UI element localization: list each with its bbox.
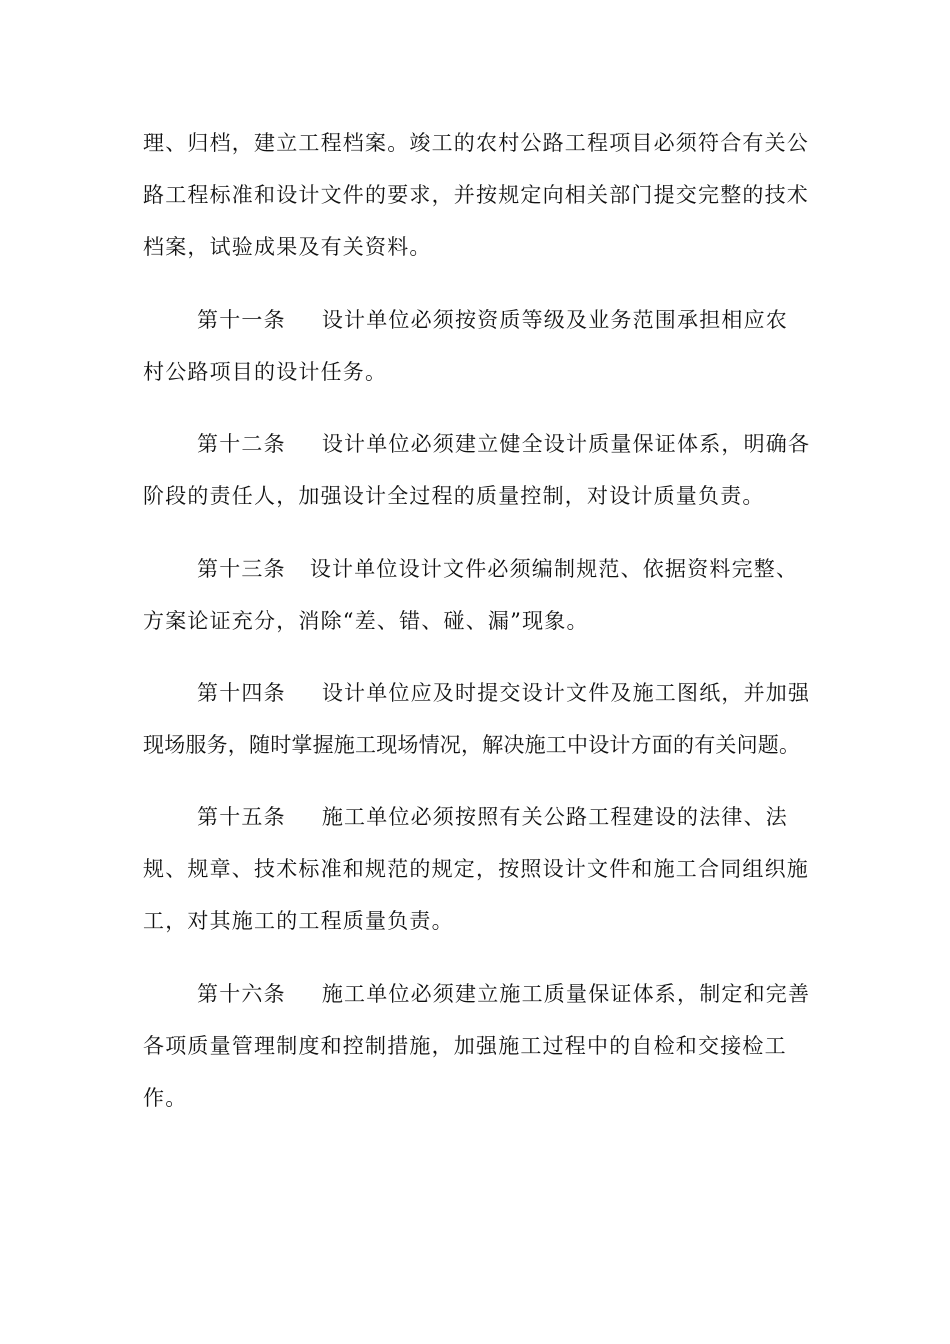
text-line: 作。 xyxy=(143,1086,188,1110)
article-number: 第十五条 xyxy=(197,805,286,829)
text-line: 阶段的责任人，加强设计全过程的质量控制，对设计质量负责。 xyxy=(143,484,765,508)
text-line: 规、规章、技术标准和规范的规定，按照设计文件和施工合同组织施 xyxy=(143,857,809,881)
text-line: 理、归档，建立工程档案。竣工的农村公路工程项目必须符合有关公 xyxy=(143,131,809,155)
text-line: 方案论证充分，消除“差、错、碰、漏”现象。 xyxy=(143,609,589,633)
text-line: 村公路项目的设计任务。 xyxy=(143,360,388,384)
text-line: 路工程标准和设计文件的要求，并按规定向相关部门提交完整的技术 xyxy=(143,183,809,207)
article-14 xyxy=(143,667,813,771)
article-15 xyxy=(143,791,813,947)
text-line: 工，对其施工的工程质量负责。 xyxy=(143,909,454,933)
article-16 xyxy=(143,968,813,1124)
article-first-line xyxy=(143,791,813,843)
article-text: 施工单位必须按照有关公路工程建设的法律、法 xyxy=(321,805,789,829)
article-text: 设计单位应及时提交设计文件及施工图纸，并加强 xyxy=(321,681,811,705)
text-line: 现场服务，随时掌握施工现场情况，解决施工中设计方面的有关问题。 xyxy=(143,733,801,757)
article-number: 第十六条 xyxy=(197,982,286,1006)
article-first-line xyxy=(143,418,813,470)
paragraph-continuation xyxy=(143,117,813,273)
article-first-line xyxy=(143,968,813,1020)
article-number: 第十四条 xyxy=(197,681,286,705)
article-first-line xyxy=(143,667,813,719)
article-first-line xyxy=(143,543,813,595)
article-number: 第十二条 xyxy=(197,432,286,456)
article-number: 第十三条 xyxy=(197,557,286,581)
text-line: 各项质量管理制度和控制措施，加强施工过程中的自检和交接检工 xyxy=(143,1034,787,1058)
article-first-line xyxy=(143,294,813,346)
article-text: 设计单位必须按资质等级及业务范围承担相应农 xyxy=(321,308,789,332)
article-text: 设计单位必须建立健全设计质量保证体系，明确各 xyxy=(321,432,811,456)
article-text: 设计单位设计文件必须编制规范、依据资料完整、 xyxy=(309,557,799,581)
text-line: 档案，试验成果及有关资料。 xyxy=(143,235,432,259)
article-13 xyxy=(143,543,813,647)
article-12 xyxy=(143,418,813,522)
article-text: 施工单位必须建立施工质量保证体系，制定和完善 xyxy=(321,982,811,1006)
article-11 xyxy=(143,294,813,398)
article-number: 第十一条 xyxy=(197,308,286,332)
